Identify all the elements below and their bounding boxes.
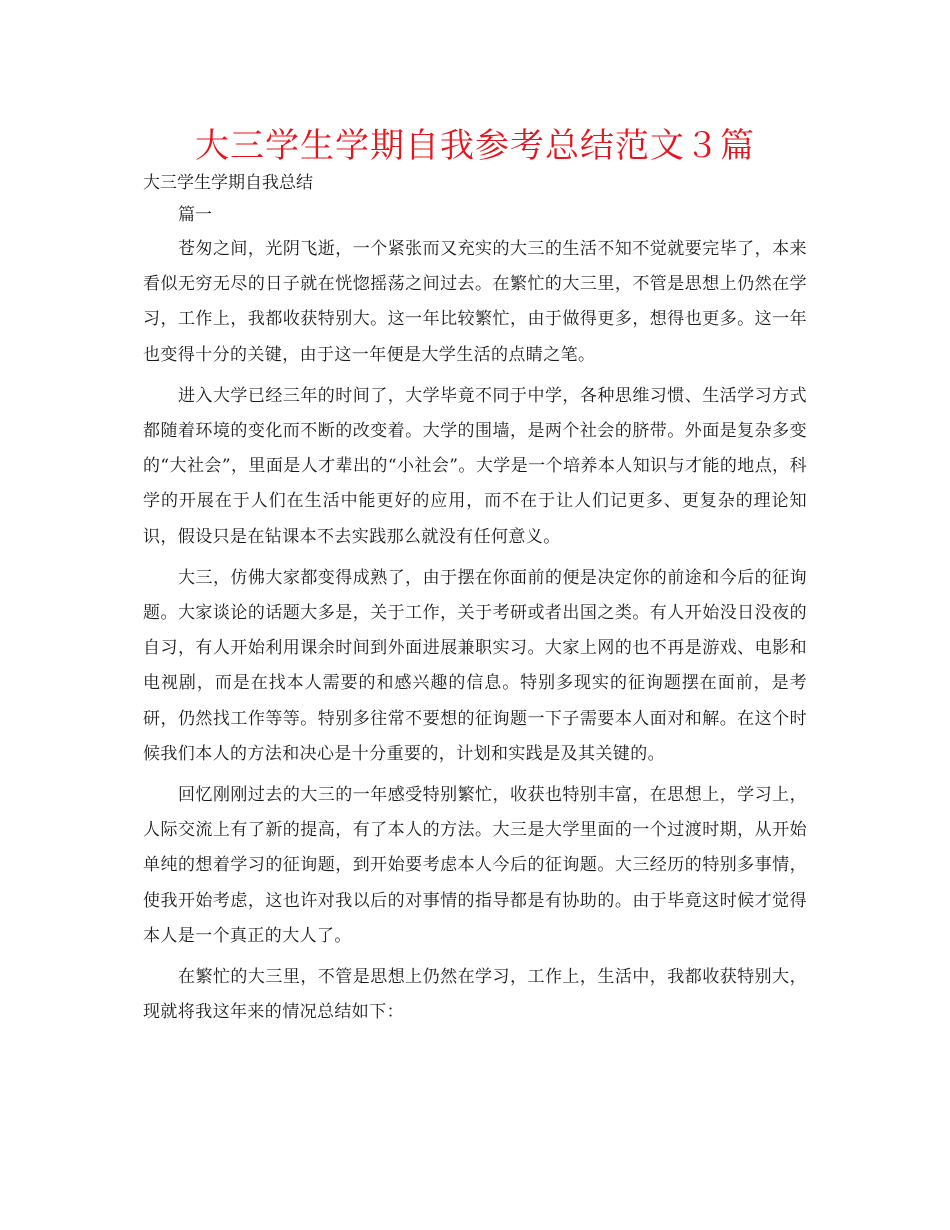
paragraph-5: 在繁忙的大三里，不管是思想上仍然在学习，工作上，生活中，我都收获特别大，现就将我这年来的情况总结如下： [143, 967, 807, 1023]
paragraph-1: 苍匆之间，光阴飞逝，一个紧张而又充实的大三的生活不知不觉就要完毕了，本来看似无穷无尽的日子就在恍惚摇荡之间过去。在繁忙的大三里，不管是思想上仍然在学习，工作上，我都收获特别大。这一年比较繁忙，由于做得更多，想得也更多。这一年也变得十分的关键，由于这一年便是大学生活的点睛之笔。 [143, 239, 807, 365]
paragraph-2: 进入大学已经三年的时间了，大学毕竟不同于中学，各种思维习惯、生活学习方式都随着环境的变化而不断的改变着。大学的围墙，是两个社会的脐带。外面是复杂多变的“大社会”，里面是人才辈出的“小社会”。大学是一个培养本人知识与才能的地点，科学的开展在于人们在生活中能更好的应用，而不在于让人们记更多、更复杂的理论知识，假设只是在钻课本不去实践那么就没有任何意义。 [143, 385, 807, 547]
document-body [143, 232, 807, 1036]
section-label: 篇一 [178, 205, 212, 225]
document-subtitle: 大三学生学期自我总结 [143, 173, 313, 193]
document-title: 大三学生学期自我参考总结范文３篇 [195, 126, 755, 166]
paragraph-3: 大三，仿佛大家都变得成熟了，由于摆在你面前的便是决定你的前途和今后的征询题。大家谈论的话题大多是，关于工作，关于考研或者出国之类。有人开始没日没夜的自习，有人开始利用课余时间到外面进展兼职实习。大家上网的也不再是游戏、电影和电视剧，而是在找本人需要的和感兴趣的信息。特别多现实的征询题摆在面前，是考研，仍然找工作等等。特别多往常不要想的征询题一下子需要本人面对和解。在这个时候我们本人的方法和决心是十分重要的，计划和实践是及其关键的。 [143, 567, 807, 764]
paragraph-4: 回忆刚刚过去的大三的一年感受特别繁忙，收获也特别丰富，在思想上，学习上，人际交流上有了新的提高，有了本人的方法。大三是大学里面的一个过渡时期，从开始单纯的想着学习的征询题，到开始要考虑本人今后的征询题。大三经历的特别多事情，使我开始考虑，这也许对我以后的对事情的指导都是有协助的。由于毕竟这时候才觉得本人是一个真正的大人了。 [143, 785, 807, 946]
